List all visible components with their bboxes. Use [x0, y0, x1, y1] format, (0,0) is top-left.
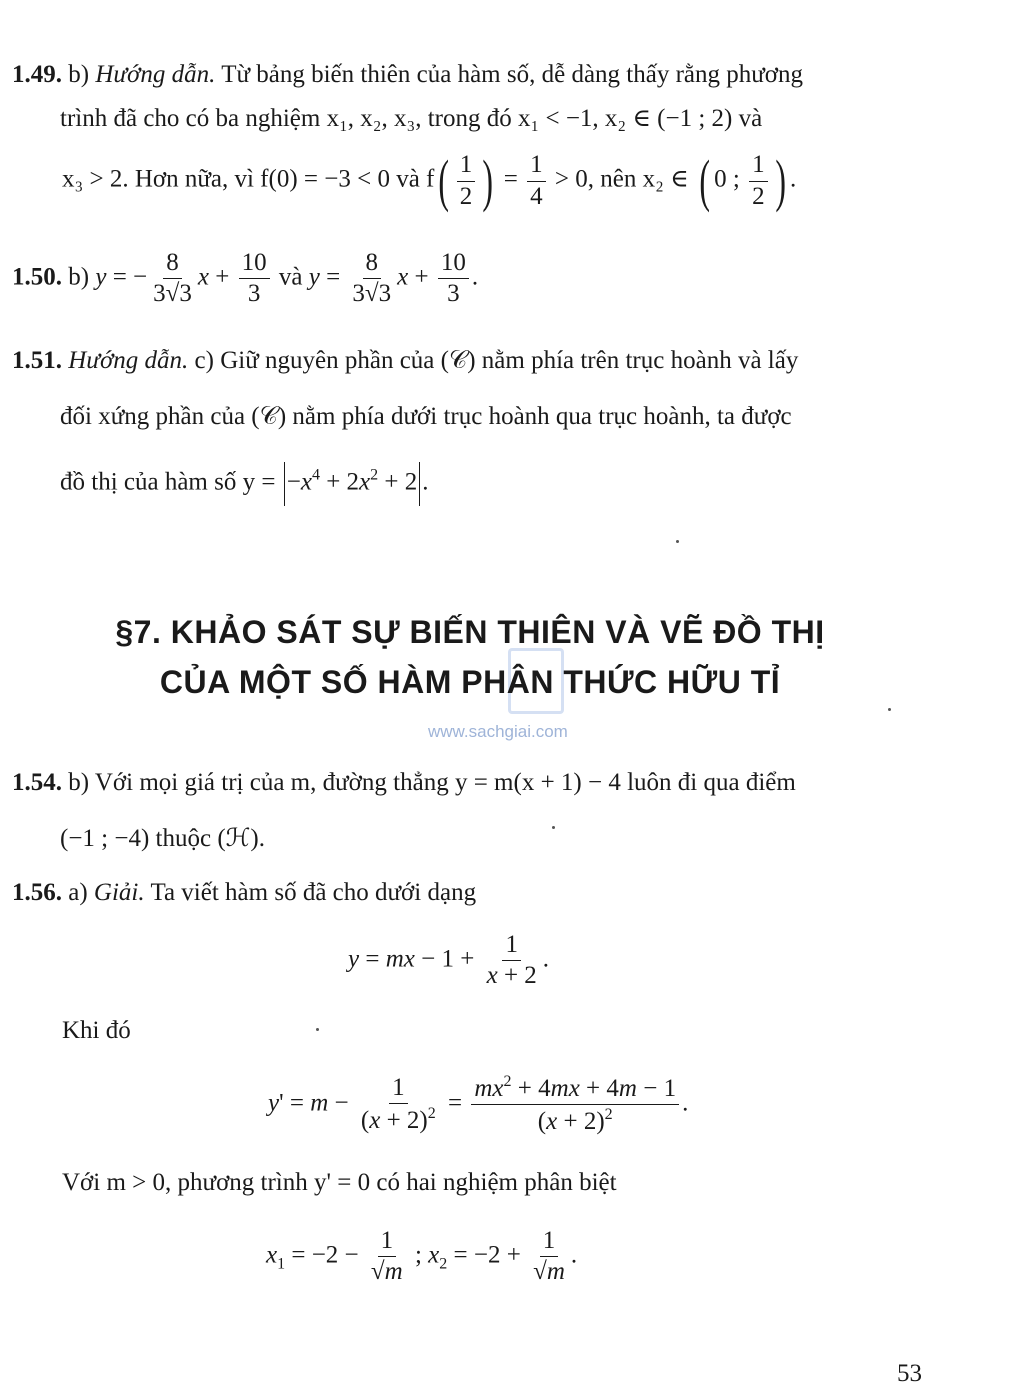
section-heading-line2: CỦA MỘT SỐ HÀM PHÂN THỨC HỮU TỈ	[159, 664, 781, 700]
p151-line1	[12, 348, 798, 373]
p150-conj: và	[278, 263, 303, 291]
p156-line1	[12, 880, 476, 905]
p149-line3: x₃ > 2. Hơn nữa, vì f(0) = −3 < 0 và f( $\frac{1}{2}$ ) = $\frac{1}{4}$ > 0, nên x₂ ∈ ( 0 ; $\frac{1}{2}$ ) .	[62, 148, 797, 213]
p154-number: 1.54.	[12, 769, 62, 796]
fraction-derivative: $\frac{mx^2 + 4mx + 4m - 1}{(x + 2)^2}$	[471, 1074, 679, 1136]
p151-line2: đối xứng phần của (𝒞) nằm phía dưới trục hoành qua trục hoành, ta được	[60, 403, 792, 430]
scan-speck	[316, 1028, 319, 1031]
watermark-text: www.sachgiai.com	[428, 722, 568, 741]
p149-part: b)	[68, 61, 90, 88]
equation-roots: $x_1 = -2$ − $\frac{1}{√m}$ ; $x_2 = -2$ + $\frac{1}{√m}$ .	[266, 1227, 578, 1286]
fraction-one-half: $\frac{1}{2}$	[457, 152, 476, 210]
fraction-one-quarter: $\frac{1}{4}$	[527, 152, 546, 210]
p149-line1	[12, 62, 803, 87]
fraction-8-over-3sqrt3-b: $\frac{8}{3√3}$	[352, 249, 392, 308]
p156-line-m: Với m > 0, phương trình y' = 0 có hai nghiệm phân biệt	[62, 1169, 617, 1196]
p149-line2: trình đã cho có ba nghiệm x₁, x₂, x₃, trong đó x₁ < −1, x₂ ∈ (−1 ; 2) và	[60, 105, 763, 132]
p150-line: 1.50. b) y = − $\frac{8}{3√3}$ x + $\frac{10}{3}$ và y = $\frac{8}{3√3}$ x + $\frac{10}{3}$ .	[12, 249, 479, 308]
p156-text1: Ta viết hàm số đã cho dưới dạng	[150, 879, 477, 906]
p149-text1: Từ bảng biến thiên của hàm số, dễ dàng thấy rằng phương	[221, 61, 804, 88]
equation-y-prime: y' = m − $\frac{1}{(x + 2)^2}$ = $\frac{mx^2 + 4mx + 4m - 1}{(x + 2)^2}$ .	[268, 1073, 689, 1136]
fraction-8-over-3sqrt3: $\frac{8}{3√3}$	[153, 249, 192, 308]
p151-number: 1.51.	[12, 347, 62, 374]
fraction-10-over-3-b: $\frac{10}{3}$	[438, 250, 469, 308]
scan-speck	[676, 540, 679, 543]
p156-khi-do: Khi đó	[62, 1017, 131, 1044]
page-number: 53	[897, 1360, 922, 1387]
p149-number: 1.49.	[12, 61, 62, 88]
section-heading-line1: §7. KHẢO SÁT SỰ BIẾN THIÊN VÀ VẼ ĐỒ THỊ	[115, 614, 825, 650]
p154-text1: b) Với mọi giá trị của m, đường thẳng y = m(x + 1) − 4 luôn đi qua điểm	[68, 769, 796, 796]
p150-part: b)	[68, 263, 90, 291]
p156-solve: Giải.	[93, 879, 145, 906]
scan-speck	[888, 708, 891, 711]
fraction-1-over-sqrt-m-b: $\frac{1}{√m}$	[533, 1227, 565, 1286]
scan-speck	[552, 826, 555, 829]
p156-number: 1.56.	[12, 879, 62, 906]
fraction-one-half-interval: $\frac{1}{2}$	[749, 152, 768, 210]
p151-line3: đồ thị của hàm số $y = -x^4 + 2x^2 + 2$ .	[60, 462, 429, 506]
p151-text3: đồ thị của hàm số y =	[60, 468, 276, 496]
p156-part: a)	[68, 879, 88, 906]
p149-text3a: x₃ > 2. Hơn nữa, vì f(0) = −3 < 0 và f	[62, 165, 435, 193]
equation-y: y = mx − 1 + $\frac{1}{x + 2}$ .	[348, 931, 550, 990]
fraction-10-over-3: $\frac{10}{3}$	[239, 250, 270, 308]
fraction-1-over-square: $\frac{1}{(x + 2)^2}$	[360, 1074, 436, 1135]
p149-hint: Hướng dẫn.	[95, 61, 216, 88]
fraction-1-over-sqrt-m: $\frac{1}{√m}$	[370, 1227, 403, 1286]
p151-text1: c) Giữ nguyên phần của (𝒞) nằm phía trên trục hoành và lấy	[194, 347, 799, 374]
p154-line2: (−1 ; −4) thuộc (ℋ).	[60, 825, 265, 852]
p150-number: 1.50.	[12, 263, 62, 291]
p154-line1	[12, 770, 796, 795]
fraction-1-over-x-plus-2: $\frac{1}{x + 2}$	[486, 931, 537, 990]
p149-text3b: > 0, nên x₂ ∈	[554, 165, 689, 193]
p151-hint: Hướng dẫn.	[68, 347, 189, 374]
